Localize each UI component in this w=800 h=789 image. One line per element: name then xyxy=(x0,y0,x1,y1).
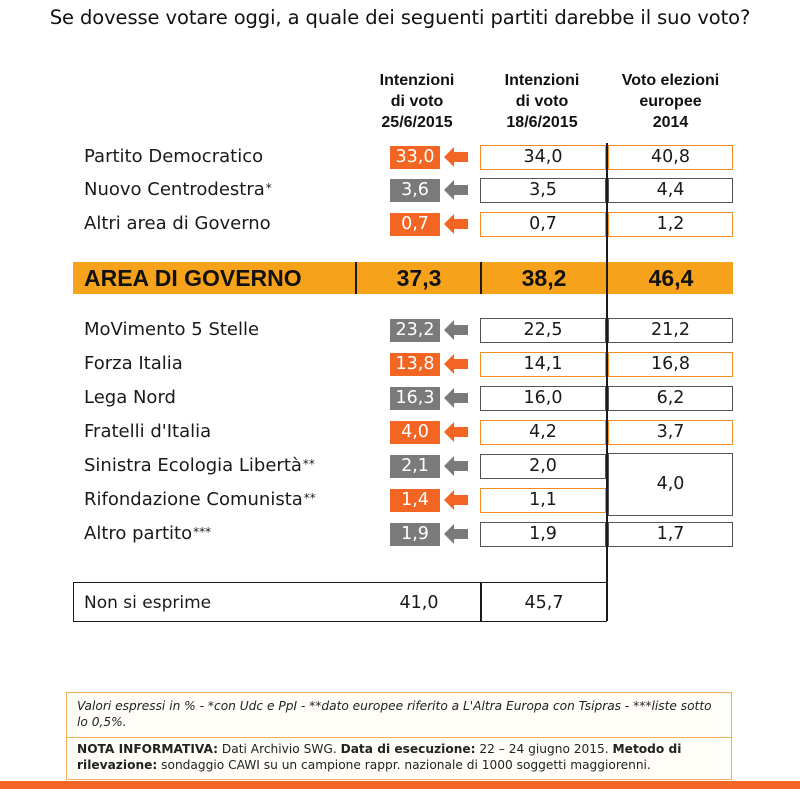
area-value-25-6: 37,3 xyxy=(396,265,442,291)
previous-value: 1,9 xyxy=(480,522,606,547)
europee-2014-value: 21,2 xyxy=(608,318,733,343)
column-header-line: 2014 xyxy=(652,114,689,131)
party-name-text: Lega Nord xyxy=(84,387,176,408)
date-text: 22 – 24 giugno 2015. xyxy=(475,742,613,756)
party-name xyxy=(84,489,316,511)
europee-2014-value: 6,2 xyxy=(608,386,733,411)
current-value: 23,2 xyxy=(390,319,440,342)
non-si-esprime-divider xyxy=(480,582,482,622)
area-value-europee: 46,4 xyxy=(648,265,694,291)
party-name-text: Altro partito xyxy=(84,523,193,544)
method-text: sondaggio CAWI su un campione rappr. nazionale di 1000 soggetti maggiorenni. xyxy=(157,758,651,772)
europee-2014-value: 4,0 xyxy=(608,453,733,516)
party-name-text: MoVimento 5 Stelle xyxy=(84,319,260,340)
current-value: 3,6 xyxy=(390,179,440,202)
arrow-shape xyxy=(444,180,468,200)
nota-informativa-text: Dati Archivio SWG. xyxy=(218,742,341,756)
previous-value: 4,2 xyxy=(480,420,606,445)
method-label: Metodo di rilevazione: xyxy=(77,742,682,772)
party-name-text: Rifondazione Comunista xyxy=(84,489,303,510)
values-note: Valori espressi in % - *con Udc e PpI - **dato europee riferito a L'Altra Europa con Tsipras - ***liste sotto lo 0,5%. xyxy=(77,699,712,729)
arrow-shape xyxy=(444,456,468,476)
party-name-text: Fratelli d'Italia xyxy=(84,421,212,442)
current-value: 1,9 xyxy=(390,523,440,546)
previous-value: 3,5 xyxy=(480,178,606,203)
footnote-marker: *** xyxy=(193,525,212,539)
current-value: 1,4 xyxy=(390,489,440,512)
party-name xyxy=(84,455,315,477)
previous-value: 34,0 xyxy=(480,145,606,170)
arrow-shape xyxy=(444,388,468,408)
trend-arrow-icon xyxy=(444,422,468,442)
previous-value: 16,0 xyxy=(480,386,606,411)
party-name-text: Altri area di Governo xyxy=(84,213,271,234)
column-header-25-6-2015 xyxy=(357,70,477,133)
current-value: 4,0 xyxy=(390,421,440,444)
party-name xyxy=(84,179,272,201)
arrow-shape xyxy=(444,524,468,544)
previous-value: 22,5 xyxy=(480,318,606,343)
bottom-accent-bar xyxy=(0,781,800,789)
area-value-18-6: 38,2 xyxy=(521,265,567,291)
column-header-line: 18/6/2015 xyxy=(506,114,578,131)
europee-2014-value: 1,7 xyxy=(608,522,733,547)
footnote-marker: ** xyxy=(302,457,315,471)
europee-2014-value: 1,2 xyxy=(608,212,733,237)
non-si-esprime-label: Non si esprime xyxy=(84,593,212,613)
footnote-marker: * xyxy=(265,181,272,195)
current-value: 13,8 xyxy=(390,353,440,376)
nota-informativa-label: NOTA INFORMATIVA: xyxy=(77,742,219,756)
party-name xyxy=(84,523,211,545)
non-si-esprime-value-18-6: 45,7 xyxy=(524,593,564,613)
column-header-line: 25/6/2015 xyxy=(381,114,453,131)
trend-arrow-icon xyxy=(444,388,468,408)
party-name xyxy=(84,319,259,341)
arrow-shape xyxy=(444,354,468,374)
date-label: Data di esecuzione: xyxy=(340,742,476,756)
previous-value: 14,1 xyxy=(480,352,606,377)
europee-2014-value: 4,4 xyxy=(608,178,733,203)
column-divider-line xyxy=(606,143,608,621)
area-di-governo-label: AREA DI GOVERNO xyxy=(84,265,302,291)
notes-box xyxy=(66,692,732,780)
column-header-18-6-2015 xyxy=(482,70,602,133)
trend-arrow-icon xyxy=(444,147,468,167)
non-si-esprime-value-25-6: 41,0 xyxy=(399,593,439,613)
party-name-text: Partito Democratico xyxy=(84,146,264,167)
current-value: 33,0 xyxy=(390,146,440,169)
column-header-line: di voto xyxy=(390,93,444,110)
trend-arrow-icon xyxy=(444,456,468,476)
arrow-shape xyxy=(444,422,468,442)
current-value: 2,1 xyxy=(390,455,440,478)
current-value: 16,3 xyxy=(390,387,440,410)
column-header-line: Voto elezioni xyxy=(621,72,720,89)
party-name xyxy=(84,213,271,235)
column-header-line: Intenzioni xyxy=(504,72,580,89)
chart-title: Se dovesse votare oggi, a quale dei seguenti partiti darebbe il suo voto? xyxy=(49,6,751,29)
footnote-marker: ** xyxy=(303,491,316,505)
party-name-text: Forza Italia xyxy=(84,353,183,374)
party-name-text: Nuovo Centrodestra xyxy=(84,179,265,200)
column-header-line: europee xyxy=(639,93,702,110)
trend-arrow-icon xyxy=(444,490,468,510)
area-divider xyxy=(480,262,482,294)
column-header-line: Intenzioni xyxy=(379,72,455,89)
party-name xyxy=(84,387,176,409)
europee-2014-value: 3,7 xyxy=(608,420,733,445)
europee-2014-value: 16,8 xyxy=(608,352,733,377)
previous-value: 1,1 xyxy=(480,488,606,513)
previous-value: 0,7 xyxy=(480,212,606,237)
area-divider xyxy=(355,262,357,294)
arrow-shape xyxy=(444,490,468,510)
trend-arrow-icon xyxy=(444,524,468,544)
nota-informativa xyxy=(77,741,727,773)
arrow-shape xyxy=(444,320,468,340)
trend-arrow-icon xyxy=(444,180,468,200)
arrow-shape xyxy=(444,147,468,167)
current-value: 0,7 xyxy=(390,213,440,236)
europee-2014-value: 40,8 xyxy=(608,145,733,170)
trend-arrow-icon xyxy=(444,354,468,374)
notes-divider xyxy=(67,737,731,738)
previous-value: 2,0 xyxy=(480,454,606,479)
trend-arrow-icon xyxy=(444,320,468,340)
party-name xyxy=(84,353,183,375)
party-name-text: Sinistra Ecologia Libertà xyxy=(84,455,302,476)
party-name xyxy=(84,421,211,443)
trend-arrow-icon xyxy=(444,214,468,234)
column-header-europee-2014 xyxy=(608,70,733,133)
party-name xyxy=(84,146,263,168)
arrow-shape xyxy=(444,214,468,234)
column-header-line: di voto xyxy=(515,93,569,110)
